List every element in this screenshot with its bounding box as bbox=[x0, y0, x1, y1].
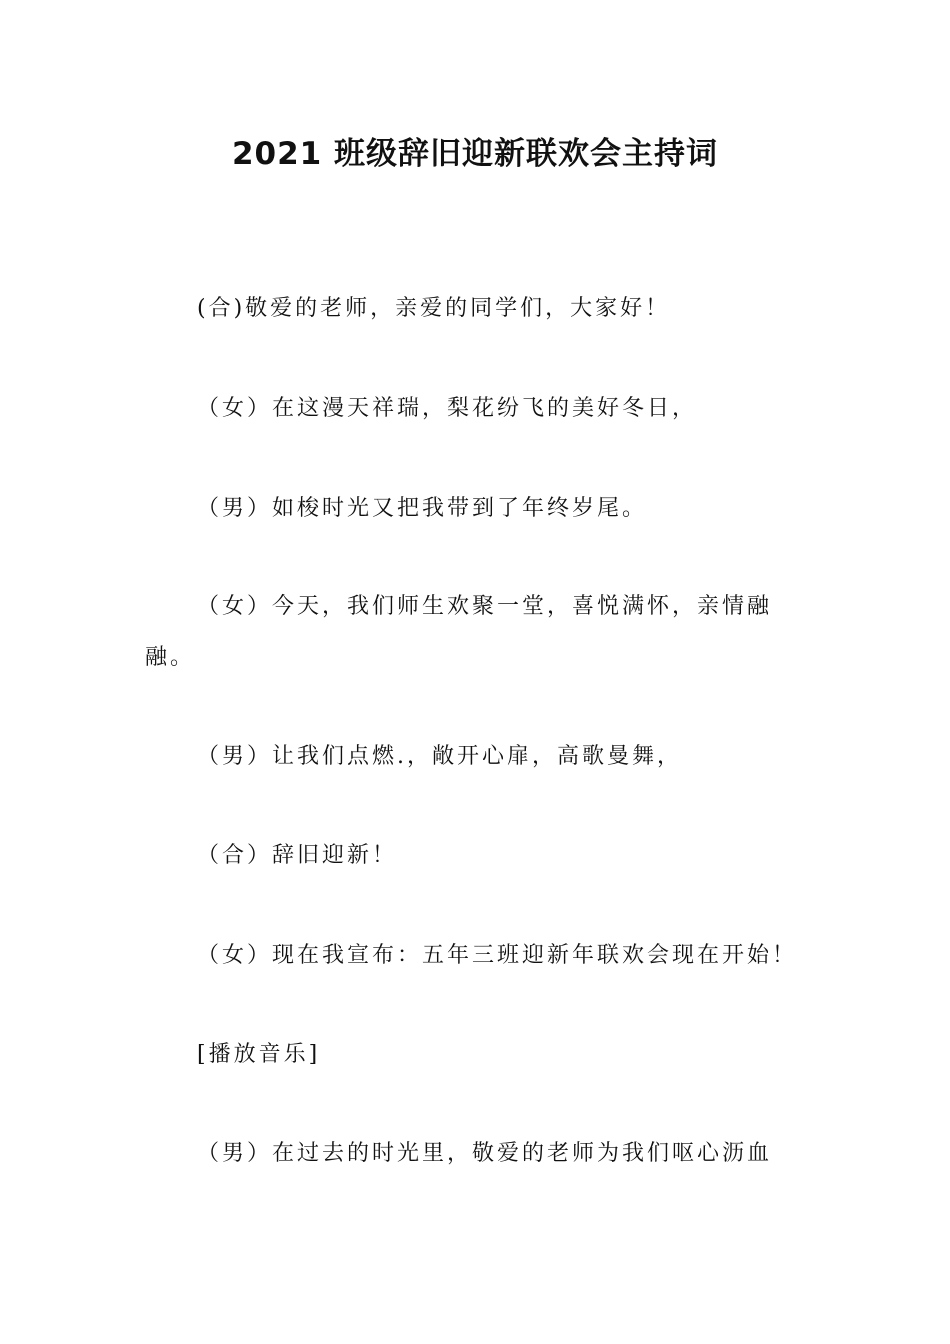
paragraph-text: （男）让我们点燃.，敞开心扉，高歌曼舞， bbox=[197, 744, 682, 769]
paragraph-text: （男）如梭时光又把我带到了年终岁尾。 bbox=[197, 496, 648, 521]
paragraph-text: （女）今天，我们师生欢聚一堂，喜悦满怀，亲情融融。 bbox=[145, 594, 773, 670]
paragraph-5 bbox=[145, 731, 807, 782]
paragraph-9 bbox=[145, 1128, 807, 1179]
paragraph-3 bbox=[145, 483, 807, 534]
paragraph-text: （女）在这漫天祥瑞，梨花纷飞的美好冬日， bbox=[197, 396, 698, 421]
paragraph-text: （女）现在我宣布：五年三班迎新年联欢会现在开始！ bbox=[197, 943, 798, 968]
paragraph-text: (合)敬爱的老师，亲爱的同学们，大家好！ bbox=[197, 296, 671, 321]
paragraph-4 bbox=[145, 581, 807, 683]
paragraph-7 bbox=[145, 930, 807, 981]
paragraph-6 bbox=[145, 830, 807, 881]
paragraph-1 bbox=[145, 283, 807, 334]
paragraph-text: （男）在过去的时光里，敬爱的老师为我们呕心沥血 bbox=[197, 1141, 773, 1166]
paragraph-8 bbox=[145, 1029, 807, 1080]
paragraph-text: （合）辞旧迎新！ bbox=[197, 843, 398, 868]
document-title: 2021 班级辞旧迎新联欢会主持词 bbox=[231, 136, 719, 172]
paragraph-text: [播放音乐] bbox=[197, 1042, 321, 1067]
paragraph-2 bbox=[145, 383, 807, 434]
